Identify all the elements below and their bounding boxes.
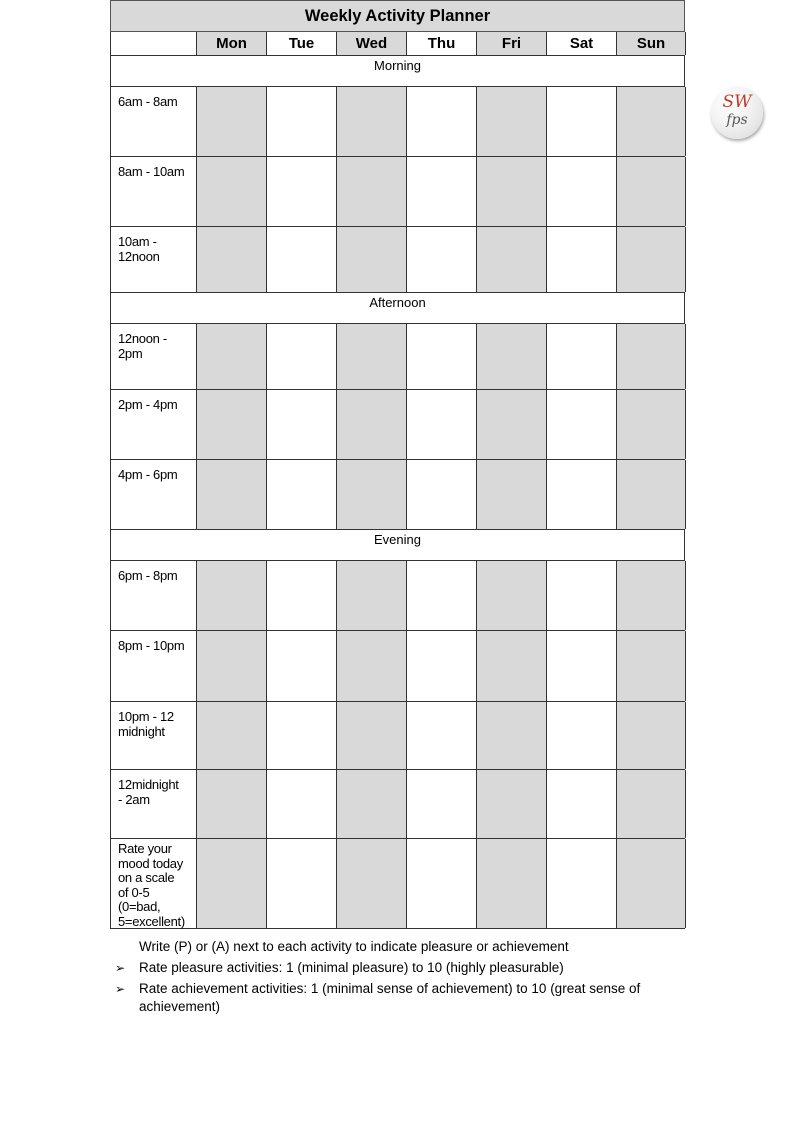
time-slot-row: [110, 770, 685, 839]
time-slot-label: 12noon - 2pm: [111, 324, 197, 389]
activity-cell-tue[interactable]: [267, 227, 337, 292]
time-slot-row: [110, 157, 685, 227]
activity-cell-thu[interactable]: [407, 324, 477, 389]
activity-cell-tue[interactable]: [267, 390, 337, 459]
time-slot-label: 8pm - 10pm: [111, 631, 197, 701]
activity-cell-sun[interactable]: [617, 460, 686, 529]
time-slot-row: [110, 702, 685, 770]
activity-cell-sat[interactable]: [547, 227, 617, 292]
bullet-text: Rate pleasure activities: 1 (minimal pleasure) to 10 (highly pleasurable): [139, 960, 564, 975]
time-slot-label: 6pm - 8pm: [111, 561, 197, 630]
intro-text: Write (P) or (A) next to each activity to indicate pleasure or achievement: [139, 939, 569, 954]
time-slot-label: 10pm - 12 midnight: [111, 702, 197, 769]
day-header-row: [110, 32, 685, 56]
mood-rating-row: [110, 839, 685, 929]
day-header-wed: Wed: [337, 32, 407, 55]
activity-cell-wed[interactable]: [337, 561, 407, 630]
activity-cell-mon[interactable]: [197, 390, 267, 459]
activity-cell-sat[interactable]: [547, 561, 617, 630]
section-header-morning: Morning: [110, 56, 685, 87]
activity-cell-sun[interactable]: [617, 770, 686, 838]
activity-cell-mon[interactable]: [197, 157, 267, 226]
activity-cell-thu[interactable]: [407, 631, 477, 701]
day-header-sun: Sun: [617, 32, 686, 55]
section-header-afternoon: Afternoon: [110, 293, 685, 324]
activity-cell-wed[interactable]: [337, 227, 407, 292]
activity-cell-mon[interactable]: [197, 702, 267, 769]
activity-cell-thu[interactable]: [407, 702, 477, 769]
instructions: [110, 938, 690, 1019]
logo-fps-text: fps: [726, 112, 748, 128]
day-header-mon: Mon: [197, 32, 267, 55]
activity-cell-tue[interactable]: [267, 631, 337, 701]
bullet-text: Rate achievement activities: 1 (minimal sense of achievement) to 10 (great sense of achievement): [139, 981, 641, 1014]
time-slot-row: [110, 324, 685, 390]
activity-cell-fri[interactable]: [477, 227, 547, 292]
day-header-blank: [111, 32, 197, 55]
activity-cell-sun[interactable]: [617, 157, 686, 226]
time-slot-label: 10am - 12noon: [111, 227, 197, 292]
activity-cell-sat[interactable]: [547, 770, 617, 838]
activity-cell-wed[interactable]: [337, 390, 407, 459]
activity-cell-wed[interactable]: [337, 324, 407, 389]
activity-cell-tue[interactable]: [267, 561, 337, 630]
activity-cell-fri[interactable]: [477, 390, 547, 459]
activity-cell-sun[interactable]: [617, 631, 686, 701]
activity-cell-sun[interactable]: [617, 702, 686, 769]
activity-cell-wed[interactable]: [337, 702, 407, 769]
activity-cell-fri[interactable]: [477, 702, 547, 769]
section-header-evening: Evening: [110, 530, 685, 561]
instructions-intro: [110, 938, 690, 956]
mood-rating-label: Rate your mood today on a scale of 0-5 (0=bad, 5=excellent): [111, 839, 197, 928]
arrowhead-bullet-icon: ➢: [115, 982, 126, 996]
activity-cell-wed[interactable]: [337, 87, 407, 156]
activity-cell-tue[interactable]: [267, 770, 337, 838]
time-slot-label: 8am - 10am: [111, 157, 197, 226]
activity-cell-tue[interactable]: [267, 157, 337, 226]
activity-cell-mon[interactable]: [197, 631, 267, 701]
activity-cell-mon[interactable]: [197, 87, 267, 156]
activity-cell-thu[interactable]: [407, 227, 477, 292]
activity-cell-fri[interactable]: [477, 631, 547, 701]
swfps-logo: [711, 87, 763, 139]
instruction-bullet-pleasure: [110, 959, 690, 977]
day-header-tue: Tue: [267, 32, 337, 55]
day-header-thu: Thu: [407, 32, 477, 55]
activity-cell-sat[interactable]: [547, 460, 617, 529]
activity-cell-mon[interactable]: [197, 460, 267, 529]
activity-cell-fri[interactable]: [477, 157, 547, 226]
activity-cell-sat[interactable]: [547, 390, 617, 459]
activity-cell-tue[interactable]: [267, 702, 337, 769]
activity-cell-fri[interactable]: [477, 460, 547, 529]
activity-cell-fri[interactable]: [477, 770, 547, 838]
mood-cell-fri[interactable]: [477, 839, 547, 928]
activity-cell-wed[interactable]: [337, 157, 407, 226]
instruction-bullet-achievement: [110, 980, 690, 1016]
activity-cell-thu[interactable]: [407, 770, 477, 838]
arrowhead-bullet-icon: ➢: [115, 961, 126, 975]
time-slot-row: [110, 390, 685, 460]
activity-cell-tue[interactable]: [267, 324, 337, 389]
activity-cell-wed[interactable]: [337, 631, 407, 701]
activity-cell-wed[interactable]: [337, 460, 407, 529]
activity-cell-mon[interactable]: [197, 227, 267, 292]
time-slot-row: [110, 87, 685, 157]
time-slot-row: [110, 561, 685, 631]
activity-cell-sun[interactable]: [617, 227, 686, 292]
time-slot-label: 2pm - 4pm: [111, 390, 197, 459]
activity-cell-tue[interactable]: [267, 87, 337, 156]
activity-cell-sun[interactable]: [617, 324, 686, 389]
activity-cell-thu[interactable]: [407, 460, 477, 529]
activity-cell-mon[interactable]: [197, 324, 267, 389]
activity-cell-sat[interactable]: [547, 87, 617, 156]
activity-cell-sun[interactable]: [617, 87, 686, 156]
planner-title: Weekly Activity Planner: [110, 0, 685, 32]
mood-cell-sat[interactable]: [547, 839, 617, 928]
activity-cell-thu[interactable]: [407, 87, 477, 156]
activity-cell-tue[interactable]: [267, 460, 337, 529]
mood-cell-thu[interactable]: [407, 839, 477, 928]
mood-cell-mon[interactable]: [197, 839, 267, 928]
activity-cell-fri[interactable]: [477, 324, 547, 389]
activity-cell-fri[interactable]: [477, 87, 547, 156]
activity-cell-sun[interactable]: [617, 561, 686, 630]
mood-cell-wed[interactable]: [337, 839, 407, 928]
time-slot-label: 4pm - 6pm: [111, 460, 197, 529]
day-header-sat: Sat: [547, 32, 617, 55]
time-slot-row: [110, 631, 685, 702]
activity-cell-wed[interactable]: [337, 770, 407, 838]
activity-cell-sat[interactable]: [547, 702, 617, 769]
day-header-fri: Fri: [477, 32, 547, 55]
activity-cell-thu[interactable]: [407, 157, 477, 226]
activity-cell-mon[interactable]: [197, 770, 267, 838]
time-slot-row: [110, 227, 685, 293]
activity-cell-sun[interactable]: [617, 390, 686, 459]
time-slot-row: [110, 460, 685, 530]
logo-sw-text: SW: [722, 92, 752, 112]
time-slot-label: 12midnight - 2am: [111, 770, 197, 838]
mood-cell-sun[interactable]: [617, 839, 686, 928]
activity-cell-thu[interactable]: [407, 390, 477, 459]
activity-cell-thu[interactable]: [407, 561, 477, 630]
activity-cell-mon[interactable]: [197, 561, 267, 630]
mood-cell-tue[interactable]: [267, 839, 337, 928]
activity-cell-sat[interactable]: [547, 157, 617, 226]
activity-cell-fri[interactable]: [477, 561, 547, 630]
time-slot-label: 6am - 8am: [111, 87, 197, 156]
activity-cell-sat[interactable]: [547, 631, 617, 701]
activity-cell-sat[interactable]: [547, 324, 617, 389]
